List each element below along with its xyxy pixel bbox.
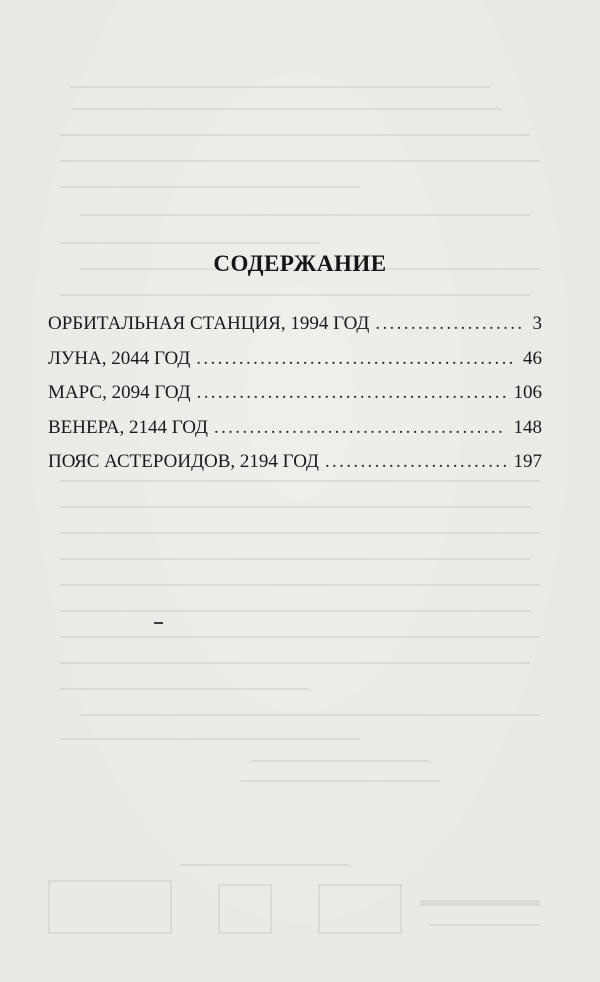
toc-entry-title: ПОЯС АСТЕРОИДОВ, 2194 ГОД bbox=[48, 451, 319, 472]
toc-entry-page: 46 bbox=[523, 347, 542, 369]
toc-entry-page: 106 bbox=[513, 382, 542, 403]
dot-leader bbox=[196, 348, 515, 370]
ink-mark bbox=[154, 622, 163, 624]
toc-entry-title: ВЕНЕРА, 2144 ГОД bbox=[48, 416, 208, 438]
dot-leader bbox=[197, 382, 506, 404]
dot-leader bbox=[214, 417, 506, 439]
toc-entry-title: ОРБИТАЛЬНАЯ СТАНЦИЯ, 1994 ГОД bbox=[48, 313, 370, 334]
toc-entry-page: 3 bbox=[532, 313, 542, 334]
toc-entry-title: ЛУНА, 2044 ГОД bbox=[48, 347, 191, 369]
toc-entry-title: МАРС, 2094 ГОД bbox=[48, 382, 191, 403]
toc-entry[interactable] bbox=[48, 382, 542, 417]
toc-entry[interactable] bbox=[48, 451, 542, 486]
table-of-contents bbox=[48, 313, 542, 486]
toc-entry[interactable] bbox=[48, 348, 542, 383]
toc-entry-page: 197 bbox=[513, 451, 542, 472]
dot-leader bbox=[375, 313, 522, 335]
toc-entry[interactable] bbox=[48, 417, 542, 452]
toc-entry-page: 148 bbox=[513, 416, 542, 438]
toc-entry[interactable] bbox=[48, 313, 542, 348]
page-title: СОДЕРЖАНИЕ bbox=[213, 251, 387, 277]
dot-leader bbox=[325, 451, 506, 473]
